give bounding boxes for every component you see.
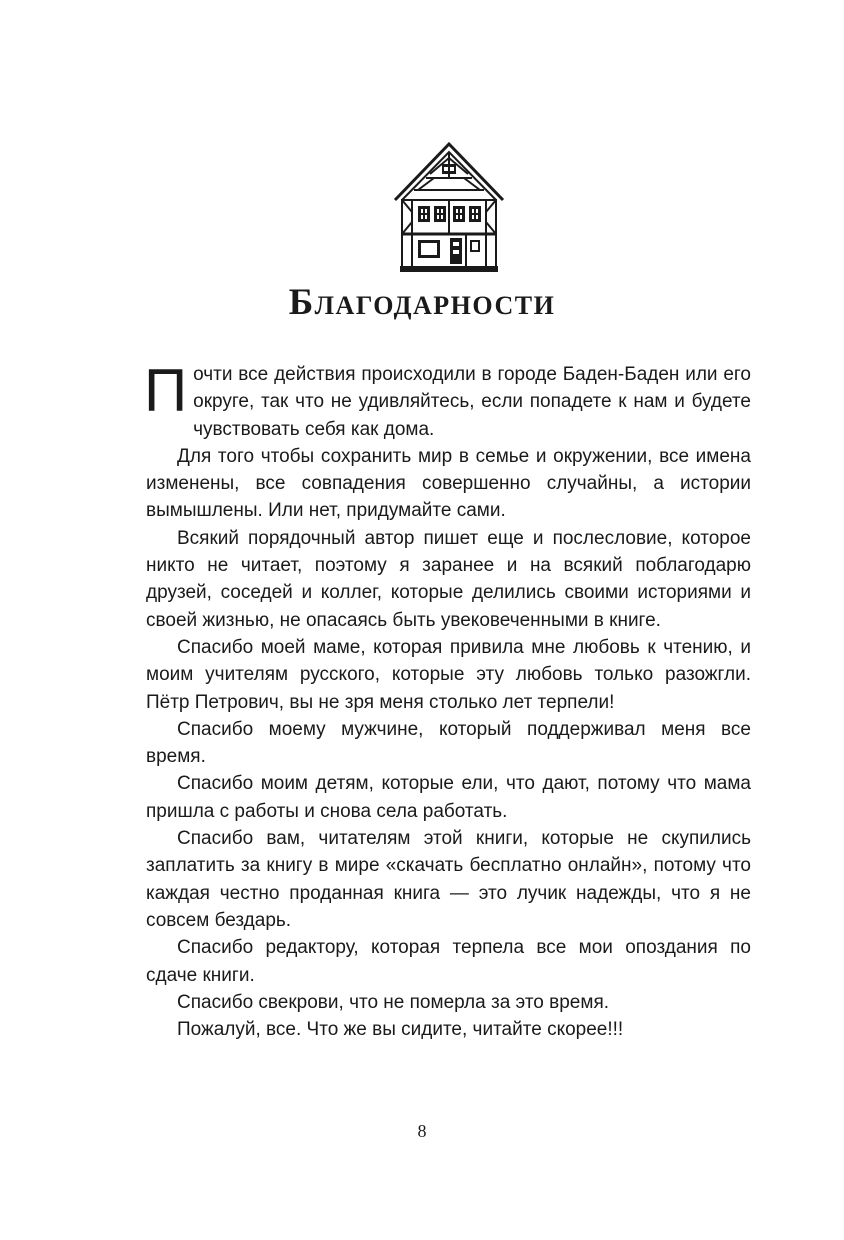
half-timbered-house-icon [390, 138, 508, 274]
paragraph-4: Спасибо моей маме, которая привила мне любовь к чтению, и моим учителям русского, которые эту любовь только разожгли. Пётр Петрович, вы не зря меня столько лет терпели! [146, 636, 751, 713]
page-number: 8 [417, 1121, 427, 1141]
paragraph-3: Всякий порядочный автор пишет еще и послесловие, которое никто не читает, поэтому я заранее и на всякий поблагодарю друзей, соседей и коллег, которые делились своими историями и своей жизнью, не опасаясь быть увековеченными в книге. [146, 527, 751, 631]
paragraph-7: Спасибо вам, читателям этой книги, которые не скупились заплатить за книгу в мире «скачать бесплатно онлайн», потому что каждая честно проданная книга — это лучик надежды, что я не совсем бездарь. [146, 828, 751, 931]
acknowledgements-text [144, 357, 751, 1043]
paragraph-8: Спасибо редактору, которая терпела все мои опоздания по сдаче книги. [146, 937, 751, 986]
paragraph-2: Для того чтобы сохранить мир в семье и окружении, все имена изменены, все совпадения совершенно случайны, а истории вымышлены. Или нет, придумайте сами. [146, 445, 751, 522]
paragraph-10: Пожалуй, все. Что же вы сидите, читайте скорее!!! [177, 1019, 624, 1041]
page-title: Благодарности [288, 282, 556, 323]
drop-cap: П [144, 357, 188, 424]
paragraph-9: Спасибо свекрови, что не померла за это время. [177, 991, 610, 1013]
paragraph-1: Почти все действия происходили в городе Баден-Баден или его округе, так что не удивляйтесь, если попадете к нам и будете чувствовать себя как дома. [144, 357, 751, 440]
paragraph-5: Спасибо моему мужчине, который поддерживал меня все время. [146, 718, 751, 768]
paragraph-6: Спасибо моим детям, которые ели, что дают, потому что мама пришла с работы и снова села работать. [146, 773, 751, 822]
